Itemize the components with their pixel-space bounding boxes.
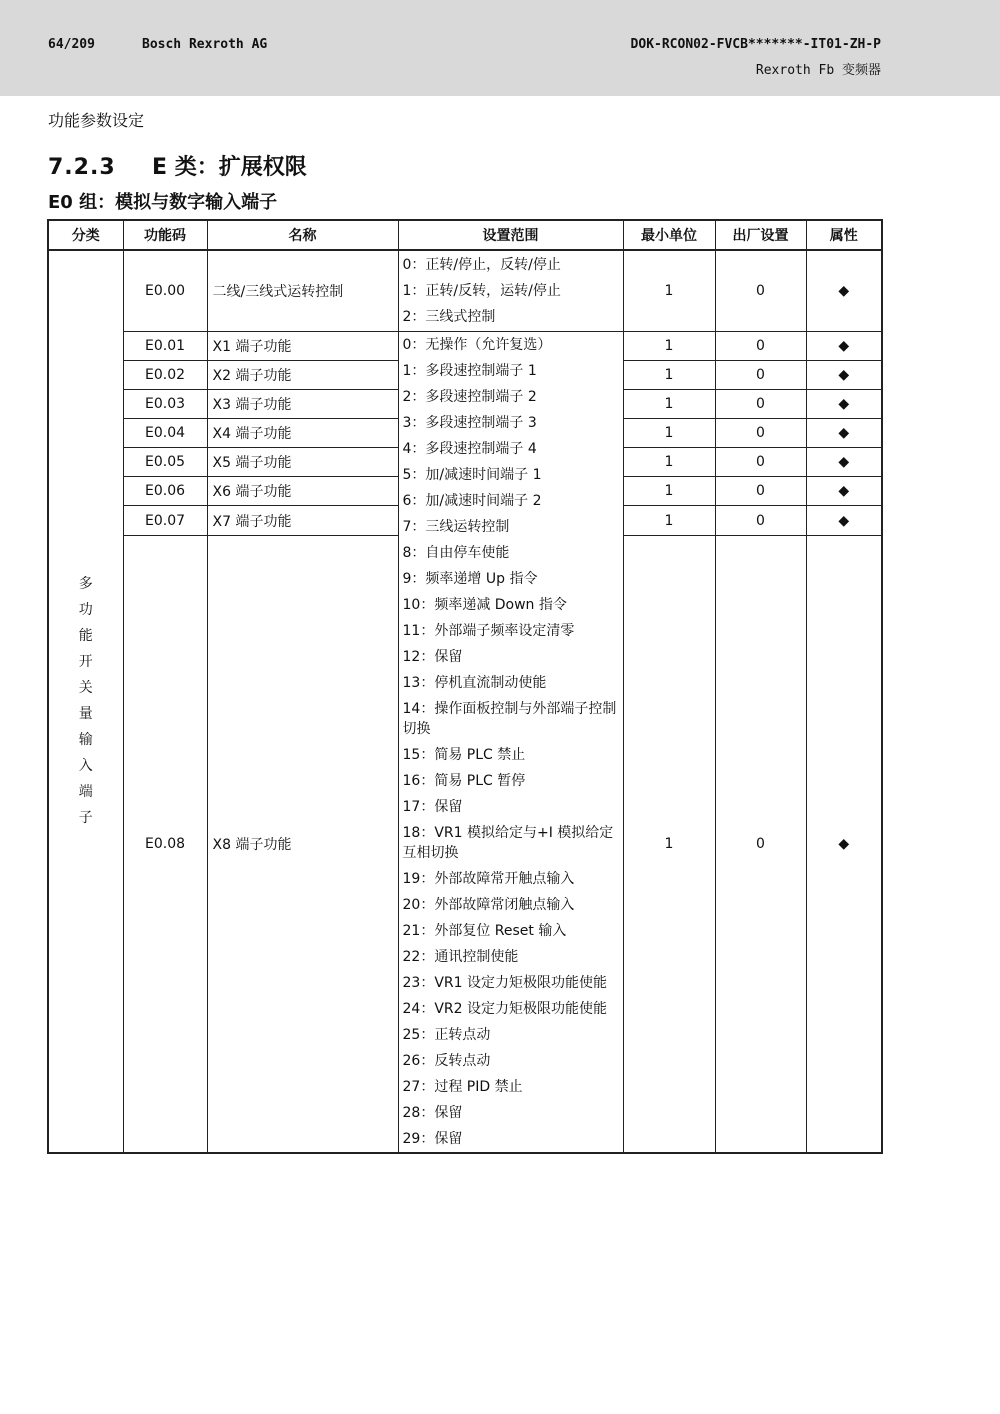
function-code: E0.05 bbox=[123, 448, 207, 477]
parameter-name: X7 端子功能 bbox=[207, 506, 398, 535]
attribute-diamond-icon: ◆ bbox=[806, 506, 882, 535]
table-row bbox=[48, 331, 882, 360]
col-header-min-unit: 最小单位 bbox=[623, 220, 715, 250]
col-header-range: 设置范围 bbox=[398, 220, 623, 250]
table-row bbox=[48, 250, 882, 331]
parameter-name: X4 端子功能 bbox=[207, 418, 398, 447]
parameter-name: 二线/三线式运转控制 bbox=[207, 250, 398, 331]
attribute-diamond-icon: ◆ bbox=[806, 535, 882, 1152]
setting-range: 0：正转/停止，反转/停止 1：正转/反转，运转/停止 2：三线式控制 bbox=[398, 250, 623, 331]
default-value: 0 bbox=[715, 477, 806, 506]
function-code: E0.02 bbox=[123, 360, 207, 389]
parameter-name: X5 端子功能 bbox=[207, 448, 398, 477]
default-value: 0 bbox=[715, 360, 806, 389]
default-value: 0 bbox=[715, 418, 806, 447]
function-code: E0.06 bbox=[123, 477, 207, 506]
col-header-category: 分类 bbox=[48, 220, 123, 250]
function-code: E0.04 bbox=[123, 418, 207, 447]
col-header-attribute: 属性 bbox=[806, 220, 882, 250]
parameter-name: X3 端子功能 bbox=[207, 389, 398, 418]
min-unit: 1 bbox=[623, 448, 715, 477]
parameter-name: X6 端子功能 bbox=[207, 477, 398, 506]
min-unit: 1 bbox=[623, 250, 715, 331]
min-unit: 1 bbox=[623, 331, 715, 360]
function-code: E0.03 bbox=[123, 389, 207, 418]
attribute-diamond-icon: ◆ bbox=[806, 477, 882, 506]
company-name: Bosch Rexroth AG bbox=[142, 37, 268, 52]
min-unit: 1 bbox=[623, 418, 715, 447]
function-code: E0.07 bbox=[123, 506, 207, 535]
default-value: 0 bbox=[715, 389, 806, 418]
document-id: DOK-RCON02-FVCB*******-IT01-ZH-P bbox=[630, 37, 881, 52]
attribute-diamond-icon: ◆ bbox=[806, 418, 882, 447]
attribute-diamond-icon: ◆ bbox=[806, 360, 882, 389]
page-header bbox=[0, 0, 1000, 96]
product-name: Rexroth Fb 变频器 bbox=[755, 63, 881, 78]
category-cell bbox=[48, 250, 123, 1153]
default-value: 0 bbox=[715, 250, 806, 331]
parameter-table bbox=[47, 219, 883, 1154]
section-label: 功能参数设定 bbox=[48, 111, 145, 130]
section-heading bbox=[48, 150, 307, 181]
function-code: E0.01 bbox=[123, 331, 207, 360]
default-value: 0 bbox=[715, 331, 806, 360]
default-value: 0 bbox=[715, 448, 806, 477]
min-unit: 1 bbox=[623, 360, 715, 389]
min-unit: 1 bbox=[623, 506, 715, 535]
col-header-default: 出厂设置 bbox=[715, 220, 806, 250]
attribute-diamond-icon: ◆ bbox=[806, 250, 882, 331]
section-number: 7.2.3 bbox=[48, 155, 116, 180]
col-header-name: 名称 bbox=[207, 220, 398, 250]
parameter-name: X2 端子功能 bbox=[207, 360, 398, 389]
parameter-name: X8 端子功能 bbox=[207, 535, 398, 1152]
attribute-diamond-icon: ◆ bbox=[806, 331, 882, 360]
min-unit: 1 bbox=[623, 389, 715, 418]
subsection-heading: E0 组：模拟与数字输入端子 bbox=[48, 192, 278, 213]
default-value: 0 bbox=[715, 535, 806, 1152]
category-label: 多 功 能 开 关 量 输 入 端 子 bbox=[78, 576, 93, 827]
table-header-row bbox=[48, 220, 882, 250]
section-title: E 类：扩展权限 bbox=[152, 155, 307, 180]
col-header-code: 功能码 bbox=[123, 220, 207, 250]
attribute-diamond-icon: ◆ bbox=[806, 448, 882, 477]
default-value: 0 bbox=[715, 506, 806, 535]
function-code: E0.08 bbox=[123, 535, 207, 1152]
min-unit: 1 bbox=[623, 535, 715, 1152]
parameter-name: X1 端子功能 bbox=[207, 331, 398, 360]
setting-range-x: 0：无操作（允许复选） 1：多段速控制端子 1 2：多段速控制端子 2 3：多段速控制端子 3 4：多段速控制端子 4 5：加/减速时间端子 1 6：加/减速时间端子 2 7：三线运转控制 8：自由停车使能 9：频率递增 Up 指令 10：频率递减 Down 指令 11：外部端子频率设定清零 12：保留 13：停机直流制动使能 14：操作面板控制与外部端子控制切换 15：简易 PLC 禁止 16：简易 PLC 暂停 17：保留 18：VR1 模拟给定与+I 模拟给定互相切换 19：外部故障常开触点输入 20：外部故障常闭触点输入 21：外部复位 Reset 输入 22：通讯控制使能 23：VR1 设定力矩极限功能使能 24：VR2 设定力矩极限功能使能 25：正转点动 26：反转点动 27：过程 PID 禁止 28：保留 29：保留 bbox=[398, 331, 623, 1153]
function-code: E0.00 bbox=[123, 250, 207, 331]
attribute-diamond-icon: ◆ bbox=[806, 389, 882, 418]
min-unit: 1 bbox=[623, 477, 715, 506]
page-number: 64/209 bbox=[48, 37, 95, 52]
